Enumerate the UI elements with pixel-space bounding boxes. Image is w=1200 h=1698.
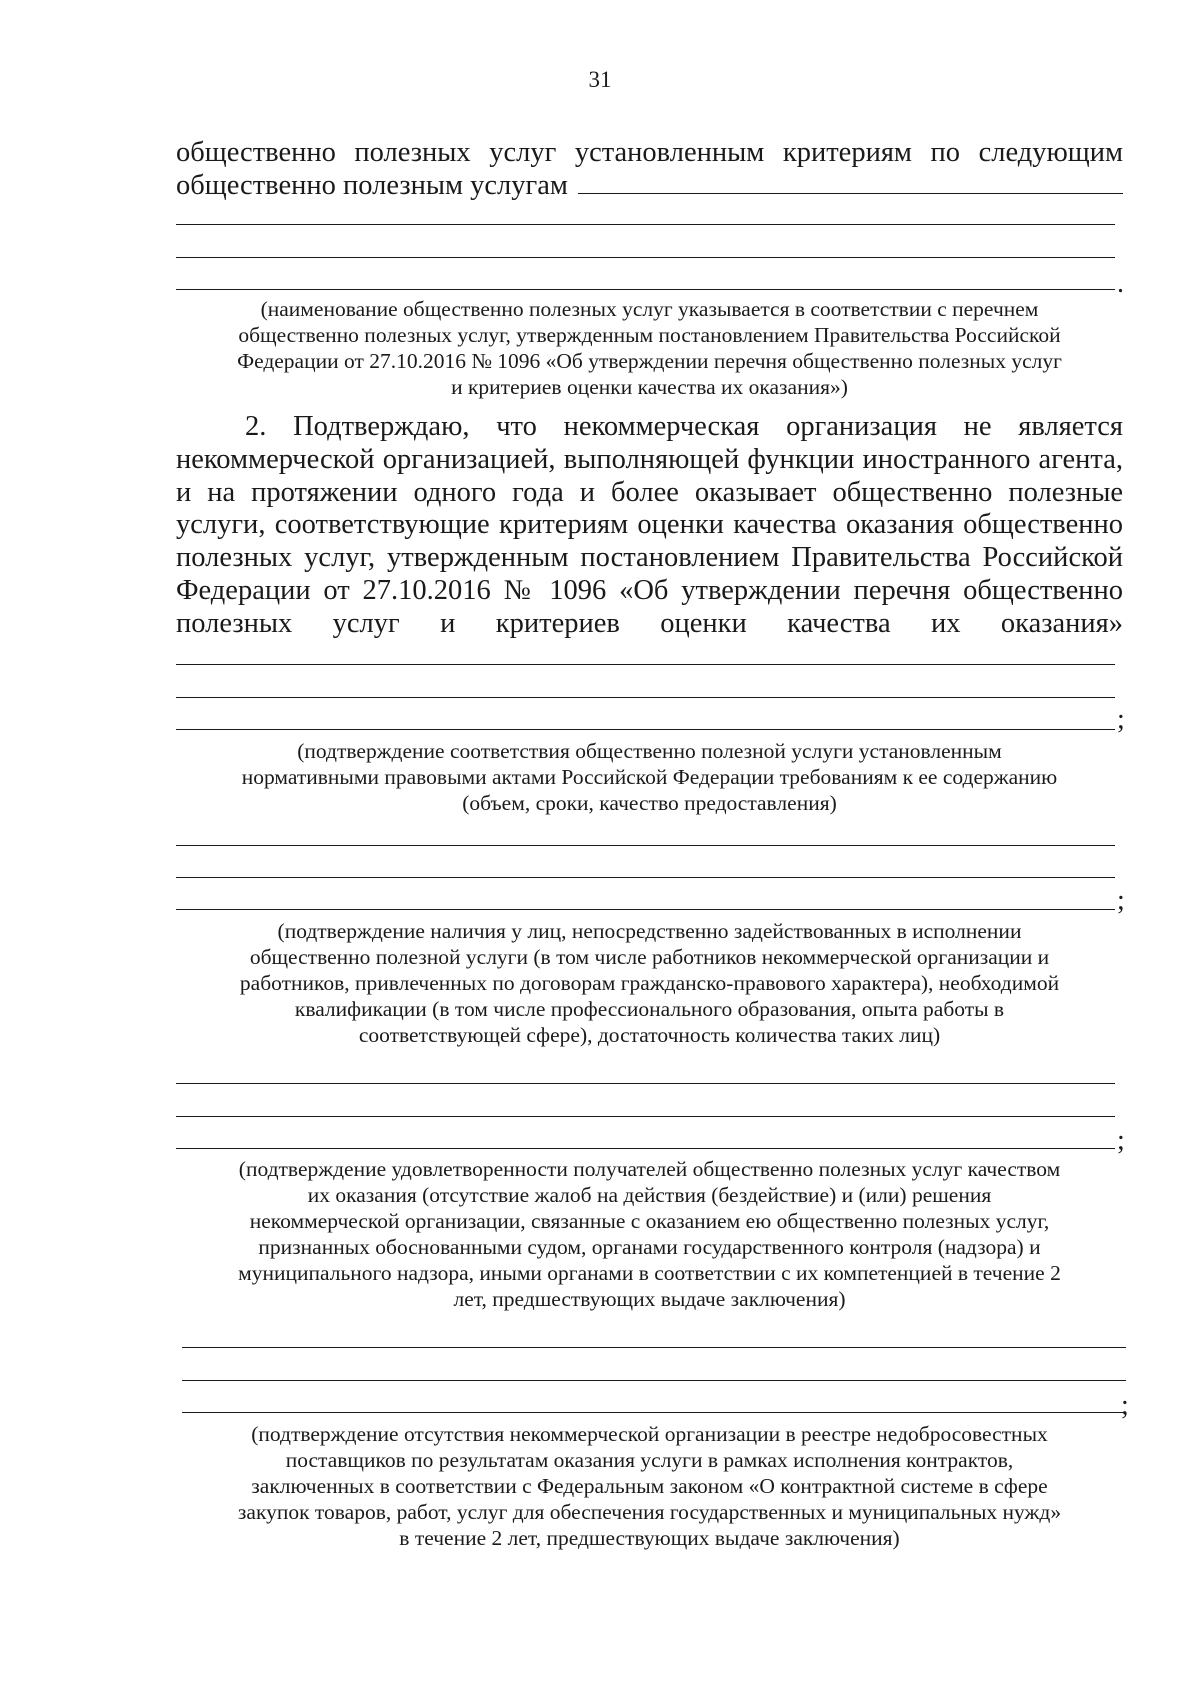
fill-in-line[interactable] (176, 1148, 1115, 1149)
note-line: их оказания (отсутствие жалоб на действия (бездействие) и (или) решения (307, 1183, 992, 1207)
fill-in-line[interactable] (182, 1412, 1126, 1413)
note-line: нормативными правовыми актами Российской Федерации требованиям к ее содержанию (241, 765, 1058, 789)
note-line: закупок товаров, работ, услуг для обеспечения государственных и муниципальных нужд» (237, 1500, 1062, 1524)
note-line: (подтверждение удовлетворенности получателей общественно полезных услуг качеством (238, 1157, 1061, 1181)
paragraph-2-line: полезных услуг и критериев оценки качества их оказания» (176, 608, 1123, 639)
fill-in-line[interactable] (182, 1347, 1126, 1348)
fill-in-line[interactable] (176, 909, 1115, 910)
intro-line-2 (176, 168, 1123, 202)
fill-in-line[interactable] (176, 877, 1115, 878)
note-line: признанных обоснованными судом, органами государственного контроля (надзора) и (258, 1235, 1041, 1259)
note-line: заключенных в соответствии с Федеральным законом «О контрактной системе в сфере (251, 1474, 1048, 1498)
note-staff-qualification (176, 918, 1123, 1048)
note-line: некоммерческой организации, связанные с оказанием ею общественно полезных услуг, (249, 1209, 1050, 1233)
fill-in-line[interactable] (176, 289, 1115, 290)
note-line: Федерации от 27.10.2016 № 1096 «Об утверждении перечня общественно полезных услуг (237, 349, 1062, 373)
fill-in-line[interactable] (176, 729, 1115, 730)
note-recipient-satisfaction (176, 1156, 1123, 1312)
paragraph-2-line: 2. Подтверждаю, что некоммерческая организация не является (245, 411, 1123, 442)
fill-in-line[interactable] (176, 224, 1115, 225)
note-unfair-suppliers-registry (176, 1421, 1123, 1551)
line-end-semicolon: ; (1121, 1390, 1129, 1421)
note-line: работников, привлеченных по договорам гражданско-правового характера), необходимой (239, 971, 1060, 995)
line-end-semicolon: ; (1117, 704, 1125, 735)
note-line: соответствующей сфере), достаточность количества таких лиц) (358, 1023, 941, 1047)
paragraph-2-line: полезных услуг, утвержденным постановлением Правительства Российской (176, 542, 1123, 573)
fill-in-line[interactable] (176, 1116, 1115, 1117)
note-line: (наименование общественно полезных услуг указывается в соответствии с перечнем (260, 297, 1039, 321)
paragraph-2-line: и на протяжении одного года и более оказывает общественно полезные (176, 477, 1123, 508)
intro-line-2-text: общественно полезным услугам (176, 170, 568, 201)
note-line: общественно полезной услуги (в том числе работников некоммерческой организации и (249, 945, 1050, 969)
note-line: (подтверждение наличия у лиц, непосредственно задействованных в исполнении (277, 919, 1022, 943)
intro-line-1: общественно полезных услуг установленным критериям по следующим (176, 137, 1123, 168)
note-line: и критериев оценки качества их оказания») (451, 375, 848, 399)
note-line: поставщиков по результатам оказания услуги в рамках исполнения контрактов, (285, 1448, 1014, 1472)
note-line: (подтверждение отсутствия некоммерческой организации в реестре недобросовестных (251, 1422, 1048, 1446)
note-line: лет, предшествующих выдаче заключения) (453, 1287, 846, 1311)
page-number: 31 (588, 67, 612, 92)
fill-in-line[interactable] (182, 1380, 1126, 1381)
note-service-names (176, 296, 1123, 400)
note-line: (подтверждение соответствия общественно полезной услуги установленным (297, 739, 1002, 763)
line-end-semicolon: ; (1117, 885, 1125, 916)
note-line: муниципального надзора, иными органами в соответствии с их компетенцией в течение 2 (238, 1261, 1061, 1285)
paragraph-2-line: Федерации от 27.10.2016 № 1096 «Об утверждении перечня общественно (176, 575, 1123, 606)
line-end-period: . (1117, 268, 1124, 299)
fill-in-line[interactable] (176, 845, 1115, 846)
fill-in-line[interactable] (176, 697, 1115, 698)
fill-in-line[interactable] (578, 168, 1123, 194)
paragraph-2-line: услуги, соответствующие критериям оценки качества оказания общественно (176, 509, 1123, 540)
fill-in-line[interactable] (176, 664, 1115, 665)
paragraph-2-line: некоммерческой организацией, выполняющей функции иностранного агента, (176, 444, 1123, 475)
fill-in-line[interactable] (176, 1083, 1115, 1084)
note-line: в течение 2 лет, предшествующих выдаче заключения) (399, 1526, 900, 1550)
note-line: квалификации (в том числе профессионального образования, опыта работы в (294, 997, 1005, 1021)
note-line: общественно полезных услуг, утвержденным постановлением Правительства Российской (238, 323, 1061, 347)
fill-in-line[interactable] (176, 257, 1115, 258)
note-requirements-compliance (176, 738, 1123, 816)
note-line: (объем, сроки, качество предоставления) (462, 791, 837, 815)
line-end-semicolon: ; (1117, 1125, 1125, 1156)
